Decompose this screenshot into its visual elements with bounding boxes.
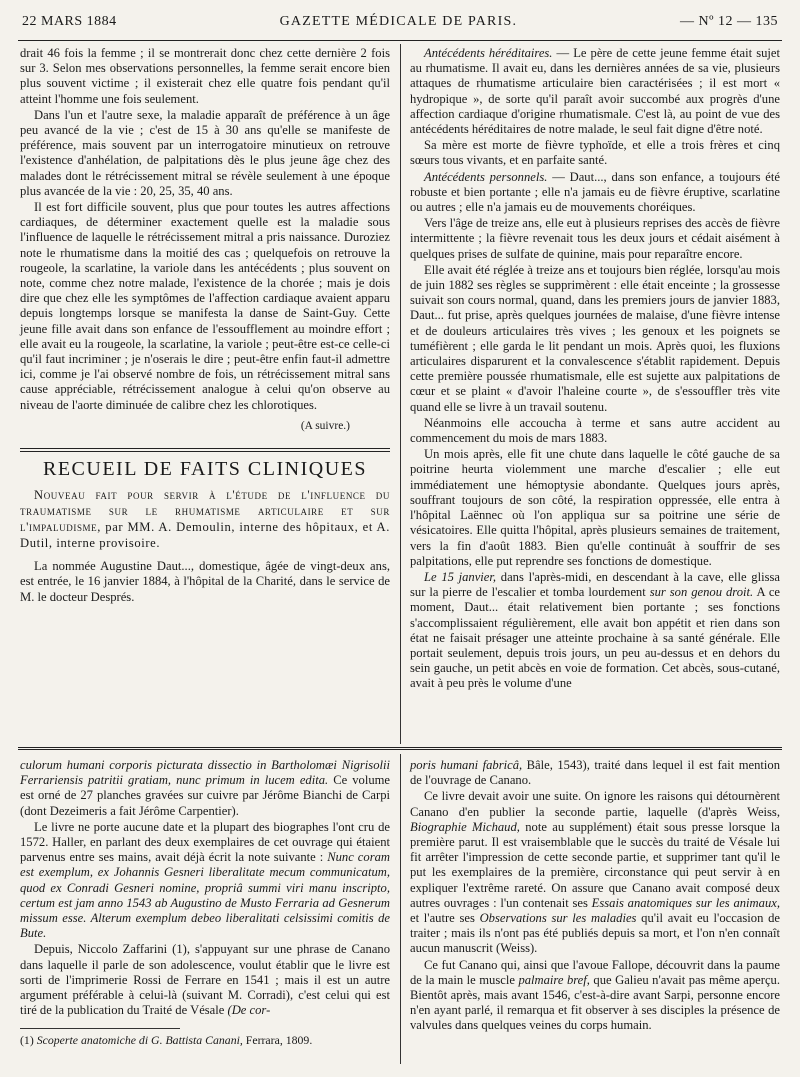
article-title (20, 487, 390, 551)
paragraph: La nommée Augustine Daut..., domestique, âgée de vingt-deux ans, est entrée, le 16 janvier 1884, à l'hôpital de la Charité, dans le service de M. le docteur Després. (20, 559, 390, 604)
label-personal: Antécédents personnels. (424, 169, 548, 184)
column-bottom-right (410, 758, 780, 1034)
paragraph (410, 170, 780, 216)
page-header (22, 14, 778, 38)
latin-quote: Nunc coram est exemplum, ex Johannis Gesneri liberalitate mecum communicatum, quod ex Conradi Gesneri nomine, propriâ summi viri manu inscripto, certum est jam anno 1543 ab Augustino de Musto Ferraria ad Gesnerum missum esse. Alterum exemplum debeo liberalitati celsissimi comitis de Bute. (20, 850, 390, 941)
section-divider (18, 747, 782, 750)
column-divider-bottom (400, 754, 401, 1064)
emphasis-text: Biographie Michaud, (410, 819, 520, 834)
column-divider-top (400, 44, 401, 744)
paragraph: Un mois après, elle fit une chute dans laquelle le côté gauche de sa poitrine heurta violemment une marche d'escalier ; elle eut immédiatement une hémoptysie abondante. Quelques jours après, souffrant toujours de son côté, la respiration oppressée, elle entra à l'hôpital Laënnec où l'on appliqua sur sa poitrine une série de vésicatoires. Elle quitta l'hôpital, après plusieurs semaines de traitement, vers la fin d'août 1883. Bien qu'elle continuât à souffrir de ses palpitations, elle put reprendre ses fonctions de domestique. (410, 447, 780, 568)
paragraph-text: Le livre ne porte aucune date et la plupart des biographes l'ont cru de 1572. Haller, en parlant des deux exemplaires de cet ouvrage qui étaient parvenus entre ses mains, avait déjà écrit la note suivante : (20, 819, 390, 865)
label-date: Le 15 janvier, (424, 569, 497, 584)
header-date: 22 MARS 1884 (22, 14, 117, 29)
paragraph-text: Depuis, Niccolo Zaffarini (1), s'appuyant sur une phrase de Canano dans laquelle il parle de son adolescence, voulut établir que le livre est sorti de l'imprimerie Rossi de Ferrare en 1541 ; mais il est un autre argument préférable à celui-là (suivant M. Corradi), c'est celui qui est tiré de la publication du Traité de Vésale (20, 942, 390, 1018)
header-page-number: — Nº 12 — 135 (680, 14, 778, 29)
paragraph: Vers l'âge de treize ans, elle eut à plusieurs reprises des accès de fièvre intermittente ; la fièvre revenait tous les deux jours et cédait aisément à quelques prises de sulfate de quinine, mais pour reparaître encore. (410, 216, 780, 261)
to-be-continued: (A suivre.) (300, 419, 350, 432)
paragraph-text: Ce volume est orné de 27 planches gravées sur cuivre par Jérôme Bianchi de Carpi (dont Dezeimeris a fait Jérôme Carpentier). (20, 773, 391, 818)
paragraph (410, 570, 780, 692)
emphasis-text: palmaire bref, (518, 972, 590, 987)
footnote-title: Scoperte anatomiche di G. Battista Canani, (36, 1033, 243, 1048)
paragraph-text: — Daut..., dans son enfance, a toujours été robuste et bien portante ; elle n'a jamais eu de fièvre éruptive, scarlatine ou autres ; elle n'a jamais eu de mouvements choréiques. (410, 169, 780, 215)
paragraph-text: Bâle, 1543), traité dans lequel il est fait mention de l'ouvrage de Canano. (410, 758, 780, 788)
paragraph (410, 958, 780, 1034)
emphasis-text: Essais anatomiques sur les animaux, (591, 895, 780, 910)
label-hereditary: Antécédents héréditaires. (424, 46, 553, 60)
paragraph: drait 46 fois la femme ; il se montrerait donc chez cette dernière 2 fois sur 3. Selon mes observations personnelles, la femme serait encore bien plus souvent victime ; il existerait chez elle quatre fois pendant qu'il atteint l'homme une fois seulement. (20, 46, 390, 106)
paragraph-text: Ce fut Canano qui, ainsi que l'avoue Fallope, découvrit dans la paume de la main le muscle (410, 957, 780, 987)
paragraph (410, 789, 780, 956)
article-separator (20, 448, 390, 452)
paragraph: Il est fort difficile souvent, plus que pour toutes les autres affections cardiaques, de déterminer exactement quelle est la maladie sous l'influence de laquelle le rétrécissement mitral a pris naissance. Duroziez note le rhumatisme dans la moitié des cas ; quelquefois on retrouve la rougeole, la scarlatine, la variole dans les antécédents ; plus souvent on note, comme chez notre malade, l'existence de la chorée ; mais je dois dire que chez elle les symptômes de l'affection cardiaque avaient apparu depuis longtemps lorsque se manifesta la danse de Saint-Guy. Cette jeune fille avait dans son enfance de l'essoufflement au moindre effort ; elle avait eu la rougeole, la scarlatine, la variole ; peut-être est-ce celle-ci qu'il faut incriminer ; je n'oserais le dire ; peut-être enfin faut-il admettre ici, comme je l'ai observé nombre de fois, un rétrécissement mitral sans cause appréciable, rétrécissement analogue à celui qu'on observe au niveau de l'aorte diminuée de calibre chez les chlorotiques. (20, 200, 390, 412)
paragraph-text: note au supplément) était sous presse lorsque la première parut. Il est vraisemblable que le succès du traité de Vésale lui fit arrêter l'impression de cette seconde partie, et supprimer tant qu'il le put les exemplaires de la première, circonstance qui peut servir à en expliquer l'extrême rareté. On assure que Canano avait composé deux autres ouvrages : l'un contenait ses (410, 819, 780, 910)
emphasis-text: (De cor- (227, 1003, 271, 1018)
paragraph (20, 758, 390, 819)
header-rule (18, 40, 782, 41)
emphasis-text: sur son genou droit. (649, 585, 754, 600)
column-bottom-left (20, 758, 390, 1049)
footnote-text: Ferrara, 1809. (242, 1033, 313, 1048)
paragraph: Néanmoins elle accoucha à terme et sans autre accident au commencement du mois de mars 1883. (410, 415, 780, 446)
paragraph-text: et l'autre ses (410, 911, 480, 926)
column-top-left (20, 46, 390, 605)
paragraph: Elle avait été réglée à treize ans et toujours bien réglée, lorsqu'au mois de juin 1882 ses règles se supprimèrent : elle était enceinte ; la grossesse suivait son cours normal, quand, dans les premiers jours de janvier 1883, Daut... fut prise, après quelques journées de malaise, d'une fièvre intense et de douleurs articulaires très vives ; les genoux et les poignets se tuméfièrent ; elle garda le lit pendant un mois. Après quoi, les fluxions articulaires disparurent et la convalescence s'établit rapidement. Depuis cette première poussée rhumatismale, elle est sujette aux palpitations de cœur et se plaint « d'avoir l'haleine courte », de s'essouffler très vite quand elle se livre à un travail soutenu. (410, 262, 780, 414)
paragraph-text: — Le père de cette jeune femme était sujet au rhumatisme. Il avait eu, dans les dernières années de sa vie, plusieurs attaques de rhumatisme articulaire bien caractérisées ; il est mort « hydropique », de sorte qu'il paraît avoir succombé aux progrès d'une affection cardiaque d'origine rhumatismale. C'est là, au point de vue des antécédents héréditaires de notre malade, le seul fait digne d'être noté. (410, 46, 780, 137)
article-authors: par MM. A. Demoulin, interne des hôpitaux, et A. Dutil, interne provisoire. (20, 520, 390, 551)
latin-title: culorum humani corporis picturata dissectio in Bartholomæi Nigrisolii Ferrariensis patritii gratiam, nunc primum in lucem edita. (20, 758, 390, 788)
paragraph (20, 820, 390, 942)
emphasis-text: poris humani fabricâ, (410, 758, 523, 772)
paragraph-text: que Galieu n'avait pas même aperçu. Bientôt après, mais avant 1546, c'est-à-dire avant Sarpi, personne encore n'en ayant parlé, il remarqua et fit observer à ses disciples la présence de valvules dans quelques veines du corps humain. (410, 972, 780, 1033)
paragraph: Dans l'un et l'autre sexe, la maladie apparaît de préférence à un âge peu avancé de la vie ; c'est de 15 à 30 ans qu'elle se manifeste de préférence, mais souvent par un interrogatoire minutieux on retrouve l'existence d'anhélation, de palpitations dès le plus jeune âge chez des malades dont le rétrécissement mitral se révèle seulement à une époque plus avancée de la vie : 20, 25, 35, 40 ans. (20, 107, 390, 198)
section-title: RECUEIL DE FAITS CLINIQUES (43, 458, 367, 481)
header-journal-title: GAZETTE MÉDICALE DE PARIS. (279, 14, 518, 29)
column-top-right (410, 46, 780, 692)
paragraph (410, 46, 780, 137)
footnote (20, 1033, 390, 1048)
article-title-text: Nouveau fait pour servir à l'étude de l'influence du traumatisme sur le rhumatisme articulaire et sur l'impaludisme, (20, 488, 390, 535)
paragraph-text: Ce livre devait avoir une suite. On ignore les raisons qui détournèrent Canano d'en publier la seconde partie, laquelle (d'après Weiss, (410, 789, 780, 819)
footnote-rule (20, 1028, 180, 1029)
paragraph-text: qu'il avait eu l'occasion de traiter ; mais ils n'ont pas été publiés depuis sa mort, et l'on n'en connaît aucun manuscrit (Weiss). (410, 911, 780, 956)
paragraph-text: dans l'après-midi, en descendant à la cave, elle glissa sur la pierre de l'escalier et tomba lourdement (410, 569, 780, 600)
paragraph-text: A ce moment, Daut... était relativement bien portante ; ses fonctions s'accomplissaient régulièrement, elle avait bon appétit et rien dans son état ne faisait présager une atteinte prochaine à sa santé générale. Elle portait seulement, depuis trois jours, un peu au-dessus et en dehors du sein gauche, un petit abcès en voie de formation. Cet abcès, sous-cutané, avait à peu près le volume d'une (410, 585, 781, 691)
emphasis-text: Observations sur les maladies (479, 911, 637, 926)
paragraph (410, 758, 780, 788)
paragraph: Sa mère est morte de fièvre typhoïde, et elle a trois frères et cinq sœurs tous vivants, et en parfaite santé. (410, 138, 780, 168)
paragraph (20, 942, 390, 1018)
footnote-marker: (1) (20, 1033, 37, 1048)
